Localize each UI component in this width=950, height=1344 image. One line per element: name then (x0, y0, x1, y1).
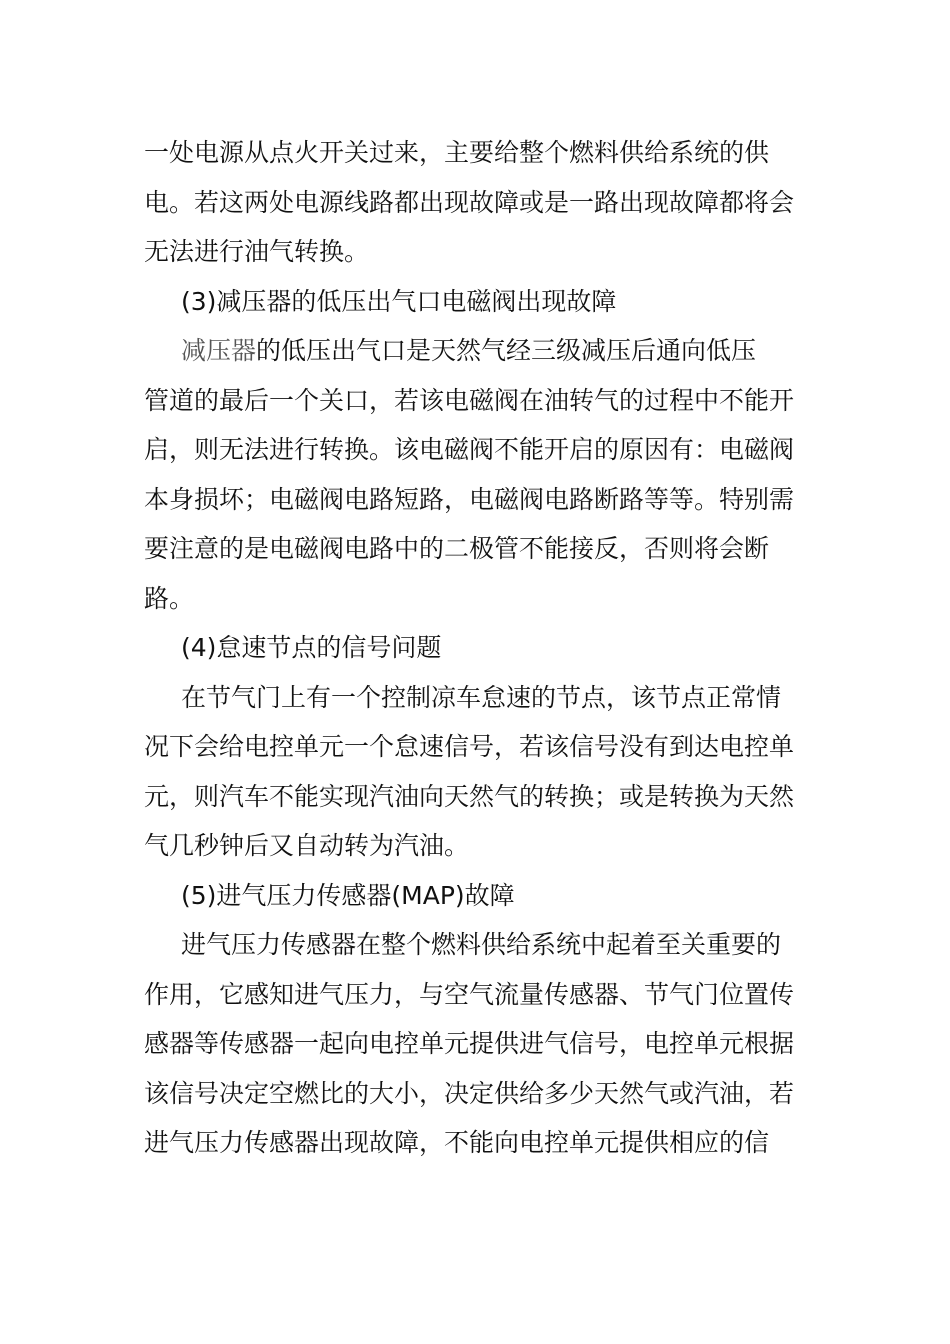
paragraph-line: 路。 (144, 583, 195, 613)
paragraph-line: 本身损坏；电磁阀电路短路，电磁阀电路断路等等。特别需 (144, 484, 795, 514)
section-heading-4: (4)怠速节点的信号问题 (181, 633, 442, 662)
paragraph-line: 感器等传感器一起向电控单元提供进气信号，电控单元根据 (144, 1029, 795, 1058)
paragraph-line: 进气压力传感器在整个燃料供给系统中起着至关重要的 (181, 930, 782, 959)
paragraph-line: 要注意的是电磁阀电路中的二极管不能接反，否则将会断 (144, 534, 770, 563)
paragraph-line: 况下会给电控单元一个怠速信号，若该信号没有到达电控单 (144, 732, 795, 761)
paragraph-line: 气几秒钟后又自动转为汽油。 (144, 831, 470, 860)
document-body (144, 128, 804, 1168)
paragraph-line: 该信号决定空燃比的大小，决定供给多少天然气或汽油，若 (144, 1078, 795, 1108)
paragraph-line-with-term (144, 326, 804, 376)
paragraph-line-rest: 的低压出气口是天然气经三级减压后通向低压 (256, 336, 757, 365)
paragraph-line: 无法进行油气转换。 (144, 237, 370, 266)
paragraph-line: 进气压力传感器出现故障，不能向电控单元提供相应的信 (144, 1128, 770, 1157)
paragraph-line: 电。若这两处电源线路都出现故障或是一路出现故障都将会 (144, 187, 795, 217)
section-heading-3: (3)减压器的低压出气口电磁阀出现故障 (181, 286, 617, 316)
section-heading-5: (5)进气压力传感器(MAP)故障 (181, 880, 515, 910)
paragraph-line: 元，则汽车不能实现汽油向天然气的转换；或是转换为天然 (144, 781, 795, 811)
paragraph-line: 一处电源从点火开关过来，主要给整个燃料供给系统的供 (144, 138, 770, 167)
paragraph-line: 作用，它感知进气压力，与空气流量传感器、节气门位置传 (144, 979, 795, 1009)
paragraph-line: 在节气门上有一个控制凉车怠速的节点，该节点正常情 (181, 682, 782, 712)
paragraph-line: 管道的最后一个关口，若该电磁阀在油转气的过程中不能开 (144, 385, 795, 415)
paragraph-line: 启，则无法进行转换。该电磁阀不能开启的原因有：电磁阀 (144, 435, 795, 464)
term-link-pressure-reducer[interactable]: 减压器 (181, 336, 257, 365)
